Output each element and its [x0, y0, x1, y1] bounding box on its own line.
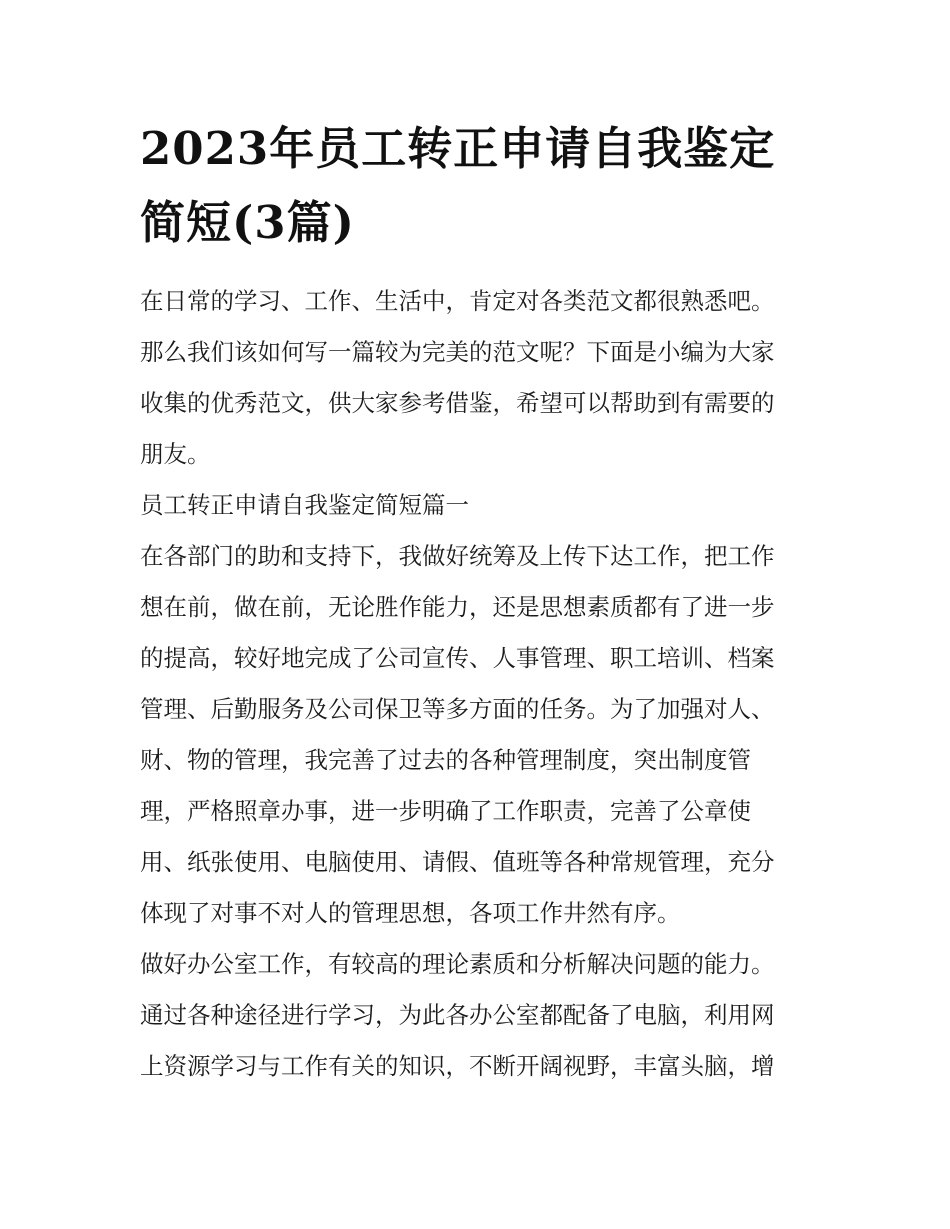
- intro-line-1: 在日常的学习、工作、生活中，肯定对各类范文都很熟悉吧。: [140, 287, 775, 315]
- intro-line-3: 收集的优秀范文，供大家参考借鉴，希望可以帮助到有需要的: [140, 389, 775, 417]
- intro-line-2: 那么我们该如何写一篇较为完美的范文呢？下面是小编为大家: [140, 338, 775, 366]
- paragraph-1-line-4: 管理、后勤服务及公司保卫等多方面的任务。为了加强对人、: [140, 695, 775, 723]
- title-line-2: 简短(3篇): [140, 196, 355, 249]
- paragraph-1-line-7: 用、纸张使用、电脑使用、请假、值班等各种常规管理，充分: [140, 848, 775, 876]
- paragraph-2-line-1: 做好办公室工作，有较高的理论素质和分析解决问题的能力。: [140, 950, 775, 978]
- title-line-1: 2023年员工转正申请自我鉴定: [140, 122, 776, 175]
- paragraph-1-line-3: 的提高，较好地完成了公司宣传、人事管理、职工培训、档案: [140, 644, 775, 672]
- paragraph-1-line-8: 体现了对事不对人的管理思想，各项工作井然有序。: [140, 899, 681, 927]
- intro-line-4: 朋友。: [140, 440, 211, 468]
- section-heading: 员工转正申请自我鉴定简短篇一: [140, 491, 469, 519]
- paragraph-1-line-1: 在各部门的助和支持下，我做好统筹及上传下达工作，把工作: [140, 542, 775, 570]
- document-title: [140, 112, 830, 260]
- document-body: [140, 276, 830, 1092]
- paragraph-1-line-6: 理，严格照章办事，进一步明确了工作职责，完善了公章使: [140, 797, 751, 825]
- paragraph-1-line-5: 财、物的管理，我完善了过去的各种管理制度，突出制度管: [140, 746, 751, 774]
- paragraph-2-line-2: 通过各种途径进行学习，为此各办公室都配备了电脑，利用网: [140, 1001, 775, 1029]
- paragraph-2-line-3: 上资源学习与工作有关的知识，不断开阔视野，丰富头脑，增: [140, 1052, 775, 1080]
- paragraph-1-line-2: 想在前，做在前，无论胜作能力，还是思想素质都有了进一步: [140, 593, 775, 621]
